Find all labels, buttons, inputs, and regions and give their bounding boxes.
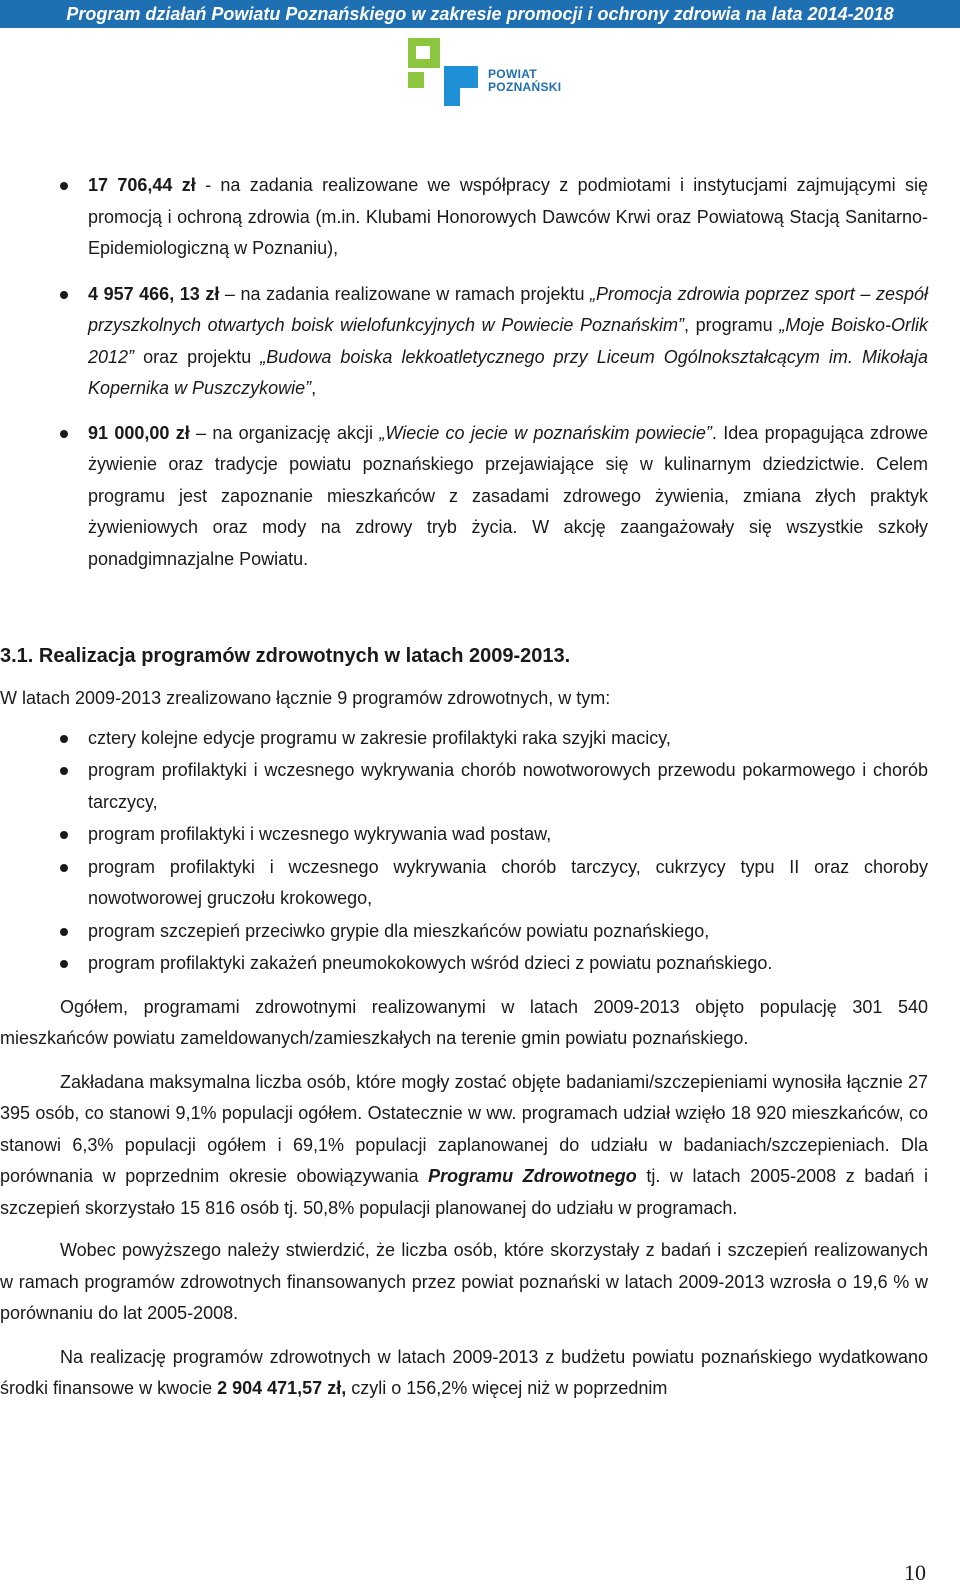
paragraph-text: czyli o 156,2% więcej niż w poprzednim [346,1378,668,1398]
list-item [0,279,928,405]
paragraph-text: Na realizację programów zdrowotnych w latach 2009-2013 z budżetu powiatu poznańskiego wydatkowano środki finansowe w kwocie [0,1346,928,1398]
section-intro: W latach 2009-2013 zrealizowano łącznie 9 programów zdrowotnych, w tym: [0,688,611,708]
action-name: „Wiecie co jecie w poznańskim powiecie” [379,422,712,443]
logo-line2: POZNAŃSKI [488,80,562,94]
logo-line1: POWIAT [488,67,537,81]
item-text: - na zadania realizowane we współpracy z podmiotami i instytucjami zajmującymi się promocją i ochroną zdrowia (m.in. Klubami Honorowych Dawców Krwi oraz Powiatową Stacją Sanitarno-Epidemiologiczną w Poznaniu), [88,175,928,258]
amount: 91 000,00 zł [88,422,190,443]
list-item: program profilaktyki i wczesnego wykrywania chorób nowotworowych przewodu pokarmowego i chorób tarczycy, [0,755,928,818]
page-number: 10 [904,1560,926,1585]
funding-list [0,170,928,575]
item-text: – na organizację akcji [189,422,380,443]
list-item: program profilaktyki zakażeń pneumokokowych wśród dzieci z powiatu poznańskiego. [0,948,928,980]
paragraph: Wobec powyższego należy stwierdzić, że liczba osób, które skorzystały z badań i szczepień realizowanych w ramach programów zdrowotnych finansowanych przez powiat poznański w latach 2009-2013 wzrosła o 19,6 % w porównaniu do lat 2005-2008. [0,1240,928,1323]
list-item: cztery kolejne edycje programu w zakresie profilaktyki raka szyjki macicy, [0,723,928,755]
logo-mark-icon [406,36,486,108]
amount: 2 904 471,57 zł, [217,1378,347,1398]
amount: 4 957 466, 13 zł [88,283,220,304]
powiat-logo [406,36,576,108]
paragraph-text: Zakładana maksymalna liczba osób, które mogły zostać objęte badaniami/szczepieniami wynosiła łącznie 27 395 osób, co stanowi 9,1% populacji ogółem. Ostatecznie w ww. programach udział wzięło 18 920 mieszkańców, co stanowi 6,3% populacji ogółem i 69,1% populacji zaplanowanej do udziału w badaniach/szczepieniach. Dla porównania w poprzednim okresie obowiązywania [0,1071,928,1186]
program-name: „Moje Boisko-Orlik 2012” [88,315,928,367]
document-body [0,170,928,1405]
amount: 17 706,44 zł [88,175,196,195]
page-header: Program działań Powiatu Poznańskiego w zakresie promocji i ochrony zdrowia na lata 2014-2018 [0,0,960,28]
list-item: program profilaktyki i wczesnego wykrywania wad postaw, [0,819,928,851]
section-heading: 3.1. Realizacja programów zdrowotnych w latach 2009-2013. [0,645,571,667]
item-text: . Idea propagująca zdrowe żywienie oraz tradycje powiatu poznańskiego przejawiające się w kulinarnym dziedzictwie. Celem programu jest zapoznanie mieszkańców z zasadami zdrowego żywienia, zmiana złych praktyk żywieniowych oraz mody na zdrowy tryb życia. W akcję zaangażowały się wszystkie szkoły ponadgimnazjalne Powiatu. [88,422,928,569]
paragraph: Ogółem, programami zdrowotnymi realizowanymi w latach 2009-2013 objęto populację 301 540 mieszkańców powiatu zameldowanych/zamieszkałych na terenie gmin powiatu poznańskiego. [0,996,928,1048]
paragraph-text: tj. w latach 2005-2008 z badań i szczepień skorzystało 15 816 osób tj. 50,8% populacji planowanej do udziału w programach. [0,1166,928,1218]
project-name: „Promocja zdrowia poprzez sport – zespół przyszkolnych otwartych boisk wielofunkcyjnych w Powiecie Poznańskim” [88,283,928,335]
list-item [0,170,928,265]
paragraph [0,1067,928,1225]
item-text: , [311,378,317,398]
project-name: „Budowa boiska lekkoatletycznego przy Liceum Ogólnokształcącym im. Mikołaja Kopernika w Puszczykowie” [88,346,928,398]
list-item [0,418,928,576]
list-item: program szczepień przeciwko grypie dla mieszkańców powiatu poznańskiego, [0,916,928,948]
program-title: Programu Zdrowotnego [428,1166,637,1186]
paragraph [0,1342,928,1405]
item-text: , programu [684,315,780,335]
list-item: program profilaktyki i wczesnego wykrywania chorób tarczycy, cukrzycy typu II oraz choroby nowotworowej gruczołu krokowego, [0,852,928,915]
item-text: oraz projektu [134,346,261,367]
item-text: – na zadania realizowane w ramach projektu [219,283,591,304]
programs-list [0,723,928,980]
